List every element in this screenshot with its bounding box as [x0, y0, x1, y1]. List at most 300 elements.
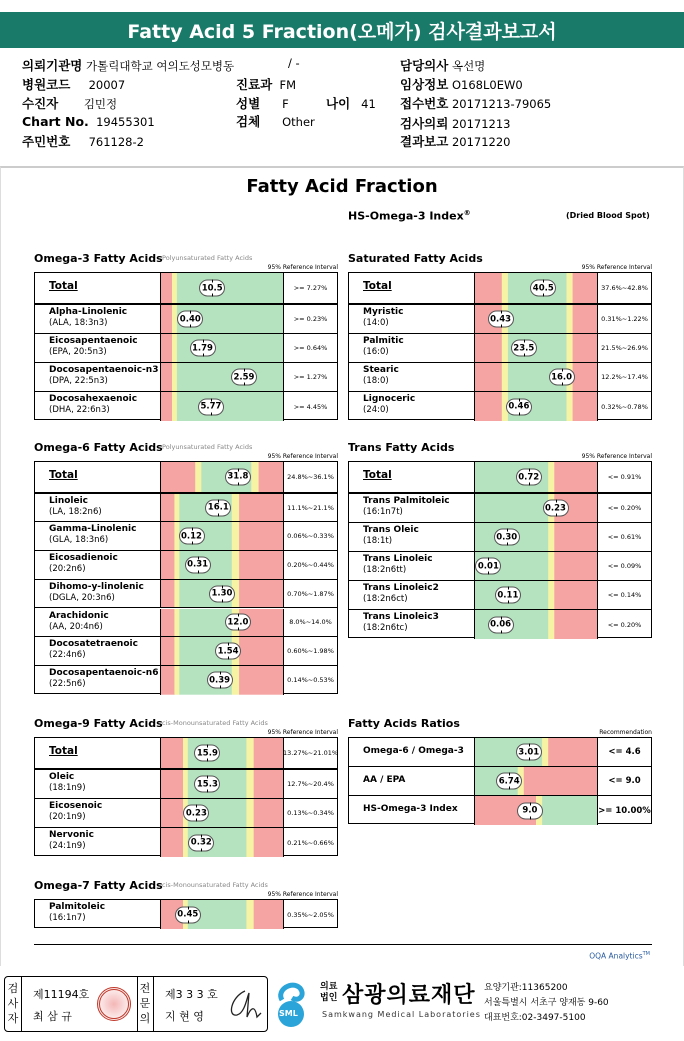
- institution-code: 요양기관:11365200: [484, 983, 568, 993]
- row-name: Alpha-Linolenic: [49, 307, 128, 317]
- corp-type: 의료법인: [320, 982, 338, 1003]
- result-row: [35, 770, 337, 799]
- row-abbr: (18:2n6tc): [363, 623, 408, 633]
- report-header-title: Fatty Acid 5 Fraction(오메가) 검사결과보고서: [127, 20, 557, 43]
- row-abbr: (24:1n9): [49, 841, 86, 851]
- section-title: Omega-9 Fatty Acids: [34, 717, 163, 730]
- clinical-label: 임상정보: [400, 77, 449, 92]
- section-omega7: [34, 879, 338, 930]
- row-name-cell: [35, 494, 161, 522]
- result-row: [35, 637, 337, 666]
- row-name: Docosatetraenoic: [49, 639, 138, 650]
- registered-mark: ®: [463, 209, 471, 217]
- row-name-cell: [35, 392, 161, 421]
- row-name-cell: [35, 770, 161, 798]
- reference-range: 0.60%~1.98%: [283, 637, 337, 665]
- reference-range: >= 7.27%: [283, 273, 337, 303]
- range-bar: [475, 552, 597, 580]
- ref-interval-header: 95% Reference Interval: [267, 891, 338, 898]
- row-abbr: (GLA, 18:3n6): [49, 535, 109, 546]
- section-title: Trans Fatty Acids: [348, 441, 455, 454]
- reference-range: 8.0%~14.0%: [283, 609, 337, 637]
- section-subtitle: Polyunsaturated Fatty Acids: [162, 443, 253, 451]
- result-value: 0.30: [494, 529, 520, 546]
- result-row: [35, 828, 337, 857]
- range-bar: [161, 738, 283, 768]
- result-value: 10.5: [199, 280, 225, 297]
- row-name-cell: [35, 305, 161, 333]
- result-value: 3.01: [516, 744, 542, 761]
- result-row: [35, 462, 337, 494]
- row-name: Eicosenoic: [49, 801, 103, 811]
- result-value: 0.46: [506, 398, 532, 415]
- result-row: [35, 609, 337, 638]
- result-value: 0.40: [177, 311, 203, 328]
- result-value: 23.5: [511, 340, 537, 357]
- institution-label: 의뢰기관명: [22, 58, 83, 73]
- row-abbr: (18:1t): [363, 536, 393, 546]
- row-abbr: (20:2n6): [49, 564, 86, 575]
- row-name-cell: [349, 610, 475, 639]
- row-name: Total: [349, 462, 475, 492]
- section-table: [34, 899, 338, 928]
- tester-name: 최 삼 규: [33, 1010, 72, 1023]
- result-value: 12.0: [225, 614, 251, 631]
- reference-range: <= 4.6: [597, 738, 651, 766]
- reference-range: 11.1%~21.1%: [283, 494, 337, 522]
- reference-range: <= 9.0: [597, 767, 651, 795]
- reference-range: >= 0.23%: [283, 305, 337, 333]
- section-table: [34, 272, 338, 420]
- clinical: O168L0EW0: [451, 78, 523, 92]
- reference-range: <= 0.61%: [597, 523, 651, 551]
- result-row: [35, 580, 337, 609]
- range-bar: [475, 334, 597, 362]
- row-abbr: (LA, 18:2n6): [49, 506, 102, 517]
- hospital-code-label: 병원코드: [22, 77, 71, 92]
- row-abbr: (16:1n7): [49, 913, 86, 923]
- reference-range: >= 4.45%: [283, 392, 337, 421]
- result-value: 1.54: [215, 643, 241, 660]
- row-name: Oleic: [49, 772, 75, 782]
- row-name: Total: [35, 462, 161, 492]
- range-bar: [475, 462, 597, 492]
- range-bar: [475, 581, 597, 609]
- row-name-cell: [349, 363, 475, 391]
- range-bar: [161, 363, 283, 391]
- result-value: 0.23: [543, 500, 569, 517]
- range-bar: [475, 796, 597, 825]
- chart-no: 19455301: [96, 115, 155, 129]
- row-abbr: (EPA, 20:5n3): [49, 347, 107, 357]
- section-subtitle: cis-Monounsaturated Fatty Acids: [162, 881, 268, 889]
- row-name-cell: [35, 522, 161, 550]
- range-bar: [475, 610, 597, 639]
- institution: 가톨릭대학교 여의도성모병동: [86, 59, 235, 73]
- range-bar: [161, 799, 283, 827]
- range-bar-zones: [161, 363, 283, 391]
- request-label: 검사의뢰: [400, 116, 449, 131]
- doctor-label: 담당의사: [400, 58, 449, 73]
- section-table: [348, 737, 652, 824]
- range-bar: [161, 334, 283, 362]
- row-name: Omega-6 / Omega-3: [349, 738, 475, 766]
- range-bar-zones: [475, 392, 597, 421]
- reference-range: 37.6%~42.8%: [597, 273, 651, 303]
- company-name-en: Samkwang Medical Laboratories: [322, 1010, 481, 1019]
- result-row: [349, 552, 651, 581]
- reference-range: 0.70%~1.87%: [283, 580, 337, 608]
- result-value: 0.01: [475, 558, 501, 575]
- row-name: Myristic: [363, 307, 404, 317]
- row-name: Dihomo-y-linolenic: [49, 581, 144, 592]
- dept: FM: [279, 78, 297, 92]
- row-name: Total: [35, 273, 161, 303]
- ref-interval-header: 95% Reference Interval: [581, 453, 652, 460]
- row-name: Trans Linoleic: [363, 554, 433, 564]
- result-row: [349, 363, 651, 392]
- receipt-label: 접수번호: [400, 96, 449, 111]
- result-row: [349, 581, 651, 610]
- row-name-cell: [349, 494, 475, 522]
- row-name: AA / EPA: [349, 767, 475, 795]
- range-bar: [475, 305, 597, 333]
- range-bar-zones: [161, 770, 283, 798]
- range-bar: [161, 273, 283, 303]
- result-row: [349, 767, 651, 796]
- range-bar: [161, 666, 283, 695]
- result-row: [349, 796, 651, 825]
- result-value: 0.45: [175, 906, 201, 923]
- row-name-cell: [349, 523, 475, 551]
- range-bar: [161, 828, 283, 857]
- row-abbr: (DPA, 22:5n3): [49, 376, 108, 386]
- reference-range: 21.5%~26.9%: [597, 334, 651, 362]
- ref-interval-header: 95% Reference Interval: [267, 729, 338, 736]
- row-abbr: (DGLA, 20:3n6): [49, 592, 115, 603]
- result-value: 0.32: [188, 834, 214, 851]
- result-value: 1.30: [209, 585, 235, 602]
- result-value: 0.12: [179, 528, 205, 545]
- examinee-label: 수진자: [22, 96, 59, 111]
- section-trans: [348, 441, 652, 640]
- examinee: 김민정: [83, 97, 118, 111]
- report-subtitle-text: HS-Omega-3 Index: [348, 209, 464, 223]
- row-name-cell: [35, 609, 161, 637]
- result-row: [35, 522, 337, 551]
- range-bar-zones: [475, 363, 597, 391]
- range-bar: [161, 580, 283, 608]
- ref-interval-header: Recommendation: [599, 729, 652, 736]
- row-name: Trans Oleic: [363, 525, 419, 535]
- range-bar: [475, 392, 597, 421]
- range-bar-zones: [475, 581, 597, 609]
- reference-range: 0.06%~0.33%: [283, 522, 337, 550]
- chart-no-label: Chart No.: [22, 114, 89, 129]
- row-abbr: (18:0): [363, 376, 389, 386]
- tester-no: 제11194호: [33, 988, 90, 1001]
- seal-icon: [97, 987, 131, 1021]
- result-row: [349, 305, 651, 334]
- row-name-cell: [35, 334, 161, 362]
- company-block: [272, 976, 682, 1032]
- result-row: [35, 392, 337, 421]
- row-abbr: (18:2n6ct): [363, 594, 408, 604]
- reference-range: 0.35%~2.05%: [283, 900, 337, 929]
- row-name: Trans Linoleic3: [363, 612, 439, 622]
- result-row: [35, 273, 337, 305]
- range-bar-zones: [475, 494, 597, 522]
- result-row: [349, 523, 651, 552]
- ref-interval-header: 95% Reference Interval: [267, 453, 338, 460]
- row-name: Palmitoleic: [49, 902, 106, 912]
- report-header: [0, 12, 684, 48]
- row-name: Stearic: [363, 365, 399, 375]
- section-table: [348, 272, 652, 420]
- section-sat: [348, 252, 652, 422]
- result-value: 0.23: [183, 805, 209, 822]
- section-omega3: [34, 252, 338, 422]
- result-value: 2.59: [231, 369, 257, 386]
- row-name-cell: [349, 581, 475, 609]
- section-title: Omega-6 Fatty Acids: [34, 441, 163, 454]
- result-value: 0.43: [488, 311, 514, 328]
- reference-range: 13.27%~21.01%: [283, 738, 337, 768]
- section-omega9: [34, 717, 338, 858]
- specimen-type: (Dried Blood Spot): [566, 211, 650, 220]
- range-bar-zones: [161, 609, 283, 637]
- ref-interval-header: 95% Reference Interval: [581, 264, 652, 271]
- report-date-label: 결과보고: [400, 134, 449, 149]
- institution-sep: / -: [288, 56, 300, 70]
- range-bar: [161, 609, 283, 637]
- section-omega6: [34, 441, 338, 696]
- result-value: 5.77: [198, 398, 224, 415]
- row-name: Linoleic: [49, 495, 89, 506]
- row-abbr: (20:1n9): [49, 812, 86, 822]
- reference-range: 0.21%~0.66%: [283, 828, 337, 857]
- doctor: 옥선명: [451, 59, 486, 73]
- id-label: 주민번호: [22, 134, 71, 149]
- range-bar: [475, 363, 597, 391]
- range-bar: [161, 522, 283, 550]
- range-bar-zones: [161, 334, 283, 362]
- result-row: [349, 610, 651, 639]
- report-date: 20171220: [451, 135, 511, 149]
- section-ratios: [348, 717, 652, 826]
- row-abbr: (22:4n6): [49, 650, 86, 661]
- reference-range: <= 0.20%: [597, 494, 651, 522]
- row-name: Palmitic: [363, 336, 404, 346]
- row-name-cell: [35, 551, 161, 579]
- result-value: 15.3: [194, 776, 220, 793]
- result-row: [35, 334, 337, 363]
- specimen-label: 검체: [236, 114, 261, 129]
- row-name: Trans Linoleic2: [363, 583, 439, 593]
- row-name-cell: [35, 637, 161, 665]
- reference-range: <= 0.14%: [597, 581, 651, 609]
- row-name: Eicosadienoic: [49, 553, 118, 564]
- result-row: [35, 551, 337, 580]
- row-name-cell: [349, 552, 475, 580]
- result-value: 0.39: [207, 672, 233, 689]
- row-name-cell: [35, 363, 161, 391]
- result-value: 40.5: [530, 280, 556, 297]
- oqa-label: [589, 951, 650, 961]
- result-row: [35, 900, 337, 929]
- age: 41: [361, 97, 376, 111]
- row-name: Docosapentaenoic-n3: [49, 365, 159, 375]
- row-name-cell: [35, 900, 161, 929]
- result-value: 0.11: [495, 587, 521, 604]
- section-title: Omega-7 Fatty Acids: [34, 879, 163, 892]
- result-value: 0.06: [488, 616, 514, 633]
- section-title: Fatty Acids Ratios: [348, 717, 460, 730]
- reference-range: 0.31%~1.22%: [597, 305, 651, 333]
- result-row: [35, 666, 337, 695]
- row-abbr: (AA, 20:4n6): [49, 621, 103, 632]
- row-name: Lignoceric: [363, 394, 416, 404]
- sex-label: 성별: [236, 96, 261, 111]
- range-bar: [475, 494, 597, 522]
- result-row: [349, 392, 651, 421]
- range-bar: [161, 305, 283, 333]
- report-title: Fatty Acid Fraction: [246, 176, 438, 197]
- reference-range: 0.14%~0.53%: [283, 666, 337, 695]
- specialist-label: 전문의: [139, 982, 151, 1025]
- hospital-code: 20007: [88, 78, 126, 92]
- section-table: [348, 461, 652, 638]
- result-value: 16.1: [205, 499, 231, 516]
- row-name-cell: [349, 305, 475, 333]
- row-name-cell: [35, 580, 161, 608]
- range-bar: [475, 767, 597, 795]
- range-bar: [475, 738, 597, 766]
- range-bar: [161, 637, 283, 665]
- reference-range: 12.7%~20.4%: [283, 770, 337, 798]
- result-row: [35, 494, 337, 523]
- range-bar: [475, 523, 597, 551]
- range-bar: [475, 273, 597, 303]
- report-subtitle: [348, 209, 471, 223]
- reference-range: 12.2%~17.4%: [597, 363, 651, 391]
- bottom-divider: [34, 944, 652, 945]
- section-subtitle: Polyunsaturated Fatty Acids: [162, 254, 253, 262]
- result-value: 15.9: [194, 745, 220, 762]
- result-row: [349, 494, 651, 523]
- sex: F: [282, 97, 289, 111]
- range-bar: [161, 462, 283, 492]
- result-row: [349, 273, 651, 305]
- reference-range: <= 0.91%: [597, 462, 651, 492]
- result-value: 9.0: [517, 802, 543, 819]
- row-abbr: (18:2n6tt): [363, 565, 407, 575]
- row-name: Total: [349, 273, 475, 303]
- row-abbr: (16:1n7t): [363, 507, 403, 517]
- range-bar: [161, 900, 283, 929]
- result-value: 31.8: [225, 468, 251, 485]
- reference-range: 24.8%~36.1%: [283, 462, 337, 492]
- row-abbr: (22:5n6): [49, 678, 86, 689]
- row-name: Nervonic: [49, 830, 94, 840]
- result-value: 16.0: [549, 369, 575, 386]
- row-name: Docosapentaenoic-n6: [49, 667, 159, 678]
- signature-icon: [223, 987, 263, 1023]
- id-number: 761128-2: [88, 135, 144, 149]
- reference-range: 0.32%~0.78%: [597, 392, 651, 421]
- specialist-no: 제3 3 3 호: [165, 988, 218, 1001]
- reference-range: 0.20%~0.44%: [283, 551, 337, 579]
- row-abbr: (18:1n9): [49, 783, 86, 793]
- range-bar: [161, 494, 283, 522]
- reference-range: <= 0.09%: [597, 552, 651, 580]
- range-bar: [161, 392, 283, 421]
- oqa-text: OQA Analytics: [589, 951, 643, 961]
- specimen: Other: [282, 115, 315, 129]
- result-row: [35, 799, 337, 828]
- range-bar-zones: [161, 828, 283, 857]
- company-name: 삼광의료재단: [342, 983, 476, 1008]
- row-abbr: (DHA, 22:6n3): [49, 405, 110, 415]
- reference-range: >= 1.27%: [283, 363, 337, 391]
- reference-range: <= 0.20%: [597, 610, 651, 639]
- oqa-tm: TM: [642, 951, 650, 957]
- row-name-cell: [349, 334, 475, 362]
- result-value: 0.72: [516, 469, 542, 486]
- dept-label: 진료과: [236, 77, 273, 92]
- reference-range: >= 0.64%: [283, 334, 337, 362]
- range-bar: [161, 551, 283, 579]
- row-abbr: (24:0): [363, 405, 389, 415]
- row-abbr: (14:0): [363, 318, 389, 328]
- range-bar-zones: [161, 799, 283, 827]
- result-value: 0.31: [185, 556, 211, 573]
- request: 20171213: [451, 117, 511, 131]
- result-row: [35, 305, 337, 334]
- row-abbr: (ALA, 18:3n3): [49, 318, 108, 328]
- result-row: [349, 462, 651, 494]
- row-name: Trans Palmitoleic: [363, 496, 450, 506]
- result-value: 1.79: [190, 340, 216, 357]
- result-value: 6.74: [496, 773, 522, 790]
- row-name-cell: [349, 392, 475, 421]
- section-subtitle: cis-Monounsaturated Fatty Acids: [162, 719, 268, 727]
- result-row: [349, 334, 651, 363]
- company-address: 서울특별시 서초구 양재동 9-60: [484, 998, 609, 1008]
- age-label: 나이: [326, 96, 351, 111]
- reference-range: >= 10.00%: [597, 796, 651, 825]
- result-row: [35, 363, 337, 392]
- tester-label: 검사자: [7, 982, 19, 1025]
- row-name-cell: [35, 828, 161, 857]
- sml-logo-icon: [272, 980, 310, 1028]
- range-bar-zones: [161, 462, 283, 492]
- section-table: [34, 737, 338, 856]
- company-phone: 대표번호:02-3497-5100: [484, 1013, 586, 1023]
- row-name: Docosahexaenoic: [49, 394, 138, 404]
- receipt: 20171213-79065: [451, 97, 552, 111]
- section-title: Saturated Fatty Acids: [348, 252, 483, 265]
- row-name: Total: [35, 738, 161, 768]
- range-bar-zones: [161, 551, 283, 579]
- row-name-cell: [35, 666, 161, 695]
- row-abbr: (16:0): [363, 347, 389, 357]
- sml-logo-text: SML: [279, 1009, 298, 1018]
- section-title: Omega-3 Fatty Acids: [34, 252, 163, 265]
- row-name: HS-Omega-3 Index: [349, 796, 475, 825]
- signature-box: [4, 976, 268, 1032]
- row-name: Arachidonic: [49, 610, 109, 621]
